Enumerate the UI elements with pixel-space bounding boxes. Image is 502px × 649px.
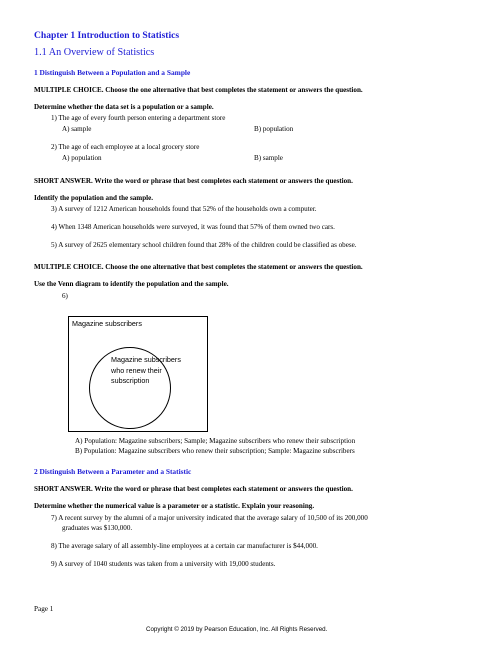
venn-diagram [68, 316, 208, 432]
question-3: 3) A survey of 1212 American households found that 52% of the households own a computer. [51, 205, 317, 213]
section-title: 1.1 An Overview of Statistics [34, 47, 155, 58]
question-6-option-b: B) Population: Magazine subscribers who renew their subscription; Sample: Magazine subscribers [75, 447, 355, 455]
sa-instructions: SHORT ANSWER. Write the word or phrase that best completes each statement or answers the question. [34, 177, 353, 185]
venn-inner-label: Magazine subscribers who renew their subscription [111, 355, 181, 385]
chapter-title: Chapter 1 Introduction to Statistics [34, 30, 180, 41]
copyright-notice: Copyright © 2019 by Pearson Education, Inc. All Rights Reserved. [146, 626, 328, 633]
sa-instructions: SHORT ANSWER. Write the word or phrase that best completes each statement or answers the question. [34, 485, 353, 493]
question-2-stem: 2) The age of each employee at a local grocery store [51, 143, 200, 151]
question-9: 9) A survey of 1040 students was taken from a university with 19,000 students. [51, 560, 276, 568]
question-5: 5) A survey of 2625 elementary school children found that 28% of the children could be classified as obese. [51, 241, 357, 249]
question-2-option-a: A) population [62, 154, 102, 162]
objective-heading-2: 2 Distinguish Between a Parameter and a Statistic [34, 467, 192, 476]
mc-instructions: MULTIPLE CHOICE. Choose the one alternative that best completes the statement or answers the question. [34, 86, 363, 94]
question-6-option-a: A) Population: Magazine subscribers; Sample; Magazine subscribers who renew their subscription [75, 437, 356, 445]
question-1-option-a: A) sample [62, 125, 92, 133]
question-7-line-1: 7) A recent survey by the alumni of a major university indicated that the average salary of 10,500 of its 200,000 [51, 514, 368, 522]
page-number: Page 1 [34, 605, 54, 613]
question-8: 8) The average salary of all assembly-line employees at a certain car manufacturer is $44,000. [51, 542, 318, 550]
mc-instructions: MULTIPLE CHOICE. Choose the one alternative that best completes the statement or answers the question. [34, 263, 363, 271]
question-1-option-b: B) population [254, 125, 294, 133]
objective-heading-1: 1 Distinguish Between a Population and a Sample [34, 68, 191, 77]
question-group-direction: Determine whether the numerical value is a parameter or a statistic. Explain your reasoning. [34, 502, 315, 510]
question-4: 4) When 1348 American households were surveyed, it was found that 57% of them owned two cars. [51, 223, 335, 231]
question-group-direction: Use the Venn diagram to identify the population and the sample. [34, 280, 229, 288]
venn-outer-label: Magazine subscribers [72, 319, 142, 328]
question-group-direction: Determine whether the data set is a population or a sample. [34, 103, 214, 111]
question-group-direction: Identify the population and the sample. [34, 194, 154, 202]
question-1-stem: 1) The age of every fourth person entering a department store [51, 114, 226, 122]
question-7-line-2: graduates was $130,000. [62, 524, 133, 532]
question-6-number: 6) [62, 292, 68, 300]
question-2-option-b: B) sample [254, 154, 283, 162]
